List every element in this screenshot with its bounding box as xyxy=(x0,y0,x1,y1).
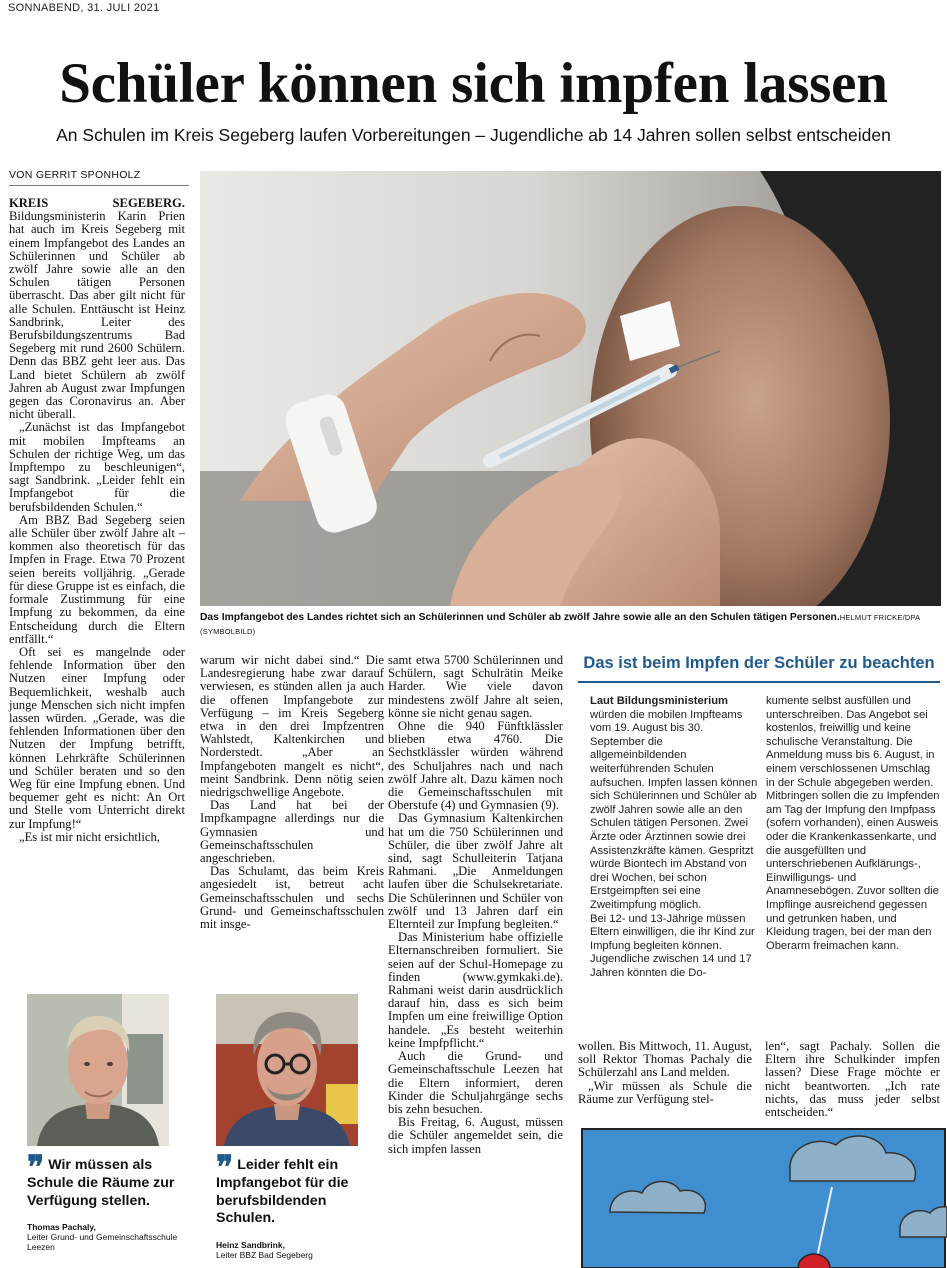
infobox-title: Das ist beim Impfen der Schüler zu beachten xyxy=(583,654,935,672)
article-paragraph: Ohne die 940 Fünftklässler blieben etwa 4760. Die Sechstklässler würden während des Schuljahres nach und nach zwölf Jahre alt. Dazu kämen noch die Gemeinschaftsschulen mit Oberstufe (4) und Gymnasien (9). xyxy=(388,719,563,813)
vaccination-photo xyxy=(200,171,941,606)
headline: Schüler können sich impfen lassen xyxy=(59,52,888,115)
article-paragraph: Das Gymnasium Kaltenkirchen hat um die 750 Schülerinnen und Schüler, die über zwölf Jahre alt sind, sagt Schulleiterin Tatjana Rahmani. „Die Anmeldungen laufen über die Schulsekretariate. Die Schülerinnen und Schüler von zwölf und 13 Jahren darf ein Elternteil zur Impfung begleiten.“ xyxy=(388,811,563,932)
article-paragraph: Bis Freitag, 6. August, müssen die Schüler angemeldet sein, die sich impfen lassen xyxy=(388,1115,563,1156)
portrait-thomas-pachaly xyxy=(27,994,169,1146)
pull-quote-2-attribution xyxy=(216,1240,376,1260)
avatar xyxy=(216,994,358,1146)
infobox-column-2 xyxy=(766,695,940,953)
subheadline: An Schulen im Kreis Segeberg laufen Vorbereitungen – Jugendliche ab 14 Jahren sollen selbst entscheiden xyxy=(56,125,891,145)
avatar xyxy=(27,994,169,1146)
infobox-source: Laut Bildungsministerium xyxy=(590,695,728,707)
dateline: SONNABEND, 31. JULI 2021 xyxy=(8,2,160,14)
article-paragraph: „Wir müssen als Schule die Räume zur Verfügung stel- xyxy=(578,1078,752,1106)
article-column-1 xyxy=(9,197,185,844)
quote-icon: ❞ xyxy=(216,1148,230,1186)
byline-divider xyxy=(9,185,189,186)
pull-quote-text: Wir müssen als Schule die Räume zur Verfügung stellen. xyxy=(27,1157,175,1209)
quote-person-role: Leiter BBZ Bad Segeberg xyxy=(216,1250,313,1260)
infobox-paragraph: kumente selbst ausfüllen und unterschreiben. Das Angebot sei kostenlos, freiwillig und keine schulische Veranstaltung. Die Anmeldung muss bis 6. August, in einem verschlossenen Umschlag in der Schule abgegeben werden. xyxy=(766,695,935,789)
article-paragraph: Oft sei es mangelnde oder fehlende Information über den Nutzen einer Impfung oder Bequemlichkeit, weshalb auch junge Menschen sich nicht impfen lassen würden. „Gerade, was die fehlenden Informationen über den Nutzen der Impfung betrifft, können Lehrkräfte Schülerinnen und Schüler beraten und so den Weg für eine Impfung ebnen. Und bequemer geht es nicht: An Ort und Stelle vom Unterricht direkt zur Impfung!“ xyxy=(9,644,185,831)
article-paragraph: Das Schulamt, das beim Kreis angesiedelt ist, betreut acht Gemeinschaftsschulen und sechs Grund- und Gemeinschaftsschulen mit insge- xyxy=(200,864,384,932)
article-column-5 xyxy=(765,1040,940,1119)
quote-person-name: Heinz Sandbrink, xyxy=(216,1240,285,1250)
caption-text: Das Impfangebot des Landes richtet sich an Schülerinnen und Schüler ab zwölf Jahre sowie alle an den Schulen tätigen Personen. xyxy=(200,612,840,623)
article-paragraph xyxy=(9,197,185,421)
article-column-4 xyxy=(578,1040,752,1106)
clouds-illustration xyxy=(580,1127,947,1268)
byline: VON GERRIT SPONHOLZ xyxy=(9,169,141,181)
infobox-paragraph xyxy=(590,695,758,913)
paragraph-text: Bildungsministerin Karin Prien hat auch im Kreis Segeberg mit einem Impfangebot des Landes an Schülerinnen und Schüler ab zwölf Jahre sowie alle an den Schulen tätigen Personen überrascht. Das aber gilt nicht für alle Schulen. Enttäuscht ist Heinz Sandbrink, Leiter des Berufsbildungszentrums Bad Segeberg mit rund 2600 Schülern. Denn das BBZ geht leer aus. Das Land bietet Schülern ab zwölf Jahren ab August zwar Impfungen gegen das Coronavirus an. Aber nicht überall. xyxy=(9,209,185,422)
photo-caption xyxy=(200,611,941,639)
article-paragraph: Das Land hat bei der Impfkampagne allerdings nur die Gymnasien und Gemeinschaftsschulen angeschrieben. xyxy=(200,798,384,866)
article-column-3 xyxy=(388,654,563,1156)
quote-person-name: Thomas Pachaly, xyxy=(27,1222,96,1232)
article-paragraph: wollen. Bis Mittwoch, 11. August, soll Rektor Thomas Pachaly die Schülerzahl ans Land melden. xyxy=(578,1039,752,1080)
pull-quote-2 xyxy=(216,1148,366,1228)
pull-quote-1 xyxy=(27,1148,187,1210)
vaccination-image xyxy=(200,171,941,606)
article-paragraph: Auch die Grund- und Gemeinschaftsschule Leezen hat die Eltern informiert, deren Kinder die Schuljahrgänge sechs bis zehn besuchen. xyxy=(388,1049,563,1116)
photo-credit: HELMUT FRICKE/DPA (SYMBOLBILD) xyxy=(200,613,920,636)
article-paragraph: Am BBZ Bad Segeberg seien alle Schüler über zwölf Jahre alt – kommen also theoretisch für das Impfen in Frage. Etwa 70 Prozent seien bereits volljährig. „Gerade für diese Gruppe ist es einfach, die formale Zustimmung für eine Impfung zu bekommen, da eine Entscheidung durch die Eltern entfällt.“ xyxy=(9,512,185,646)
article-paragraph: Das Ministerium habe offizielle Elternanschreiben formuliert. Sie seien auf der Schul-Homepage zu finden (www.gymkaki.de). Rahmani weist darin ausdrücklich darauf hin, dass es sich beim Impfen um eine freiwillige Option handele. „Es besteht weiterhin keine Impfpflicht.“ xyxy=(388,930,563,1050)
infobox-divider xyxy=(578,681,940,683)
infobox-text: würden die mobilen Impfteams vom 19. August bis 30. September die allgemeinbildenden weiterführenden Schulen aufsuchen. Impfen lassen können sich Schülerinnen und Schüler ab zwölf Jahren sowie alle an den Schulen tätigen Personen. Zwei Ärzte oder Ärztinnen sowie drei Assistenzkräfte kämen. Gespritzt würde Biontech im Abstand von drei Wochen, bei schon Erstgeimpften sei eine Zweitimpfung möglich. xyxy=(590,708,758,911)
infobox-paragraph: Bei 12- und 13-Jährige müssen Eltern einwilligen, die ihr Kind zur Impfung begleiten können. Jugendliche zwischen 14 und 17 Jahren könnten die Do- xyxy=(590,912,755,979)
lead-dateline: KREIS SEGEBERG. xyxy=(9,196,185,210)
portrait-heinz-sandbrink xyxy=(216,994,358,1146)
article-column-2 xyxy=(200,654,384,931)
article-paragraph: „Zunächst ist das Impfangebot mit mobilen Impfteams an Schulen der richtige Weg, um das Impftempo zu beschleunigen“, sagt Sandbrink. „Leider fehlt ein Impfangebot für die berufsbildenden Schulen.“ xyxy=(9,420,185,514)
quote-person-role: Leiter Grund- und Gemeinschaftsschule Leezen xyxy=(27,1232,178,1252)
article-paragraph: warum wir nicht dabei sind.“ Die Landesregierung habe zwar darauf verwiesen, es stünden allen ja auch die offenen Impfangebote zur Verfügung – im Kreis Segeberg etwa in den drei Impfzentren Wahlstedt, Kaltenkirchen und Norderstedt. „Aber an Impfangeboten mangelt es nicht“, meint Sandbrink. Denn nötig seien niedrigschwellige Angebote. xyxy=(200,653,384,800)
article-paragraph: „Es ist mir nicht ersichtlich, xyxy=(19,829,160,844)
article-paragraph: len“, sagt Pachaly. Sollen die Eltern ihre Schulkinder impfen lassen? Diese Frage möchte er nicht beantworten. „Ich rate nichts, das muss jeder selbst entscheiden.“ xyxy=(765,1039,940,1120)
infobox-column-1 xyxy=(590,695,758,980)
cartoon-illustration xyxy=(580,1127,947,1268)
quote-icon: ❞ xyxy=(27,1148,41,1186)
article-paragraph: samt etwa 5700 Schülerinnen und Schülern, sagt Schulrätin Meike Harder. Wie viele davon mindestens zwölf Jahre alt seien, könne sie nicht genau sagen. xyxy=(388,653,563,720)
infobox-paragraph: Mitbringen sollen die zu Impfenden am Tag der Impfung den Impfpass (sofern vorhanden), einen Ausweis oder die Krankenkassenkarte, und die ausgefüllten und unterschriebenen Aufklärungs-, Einwilligungs- und Anamnesebögen. Zuvor sollten die Impflinge ausreichend gegessen und getrunken haben, und Kleidung tragen, bei der man den Oberarm freimachen kann. xyxy=(766,790,940,952)
pull-quote-1-attribution xyxy=(27,1222,187,1252)
pull-quote-text: Leider fehlt ein Impfangebot für die berufsbildenden Schulen. xyxy=(216,1157,349,1226)
